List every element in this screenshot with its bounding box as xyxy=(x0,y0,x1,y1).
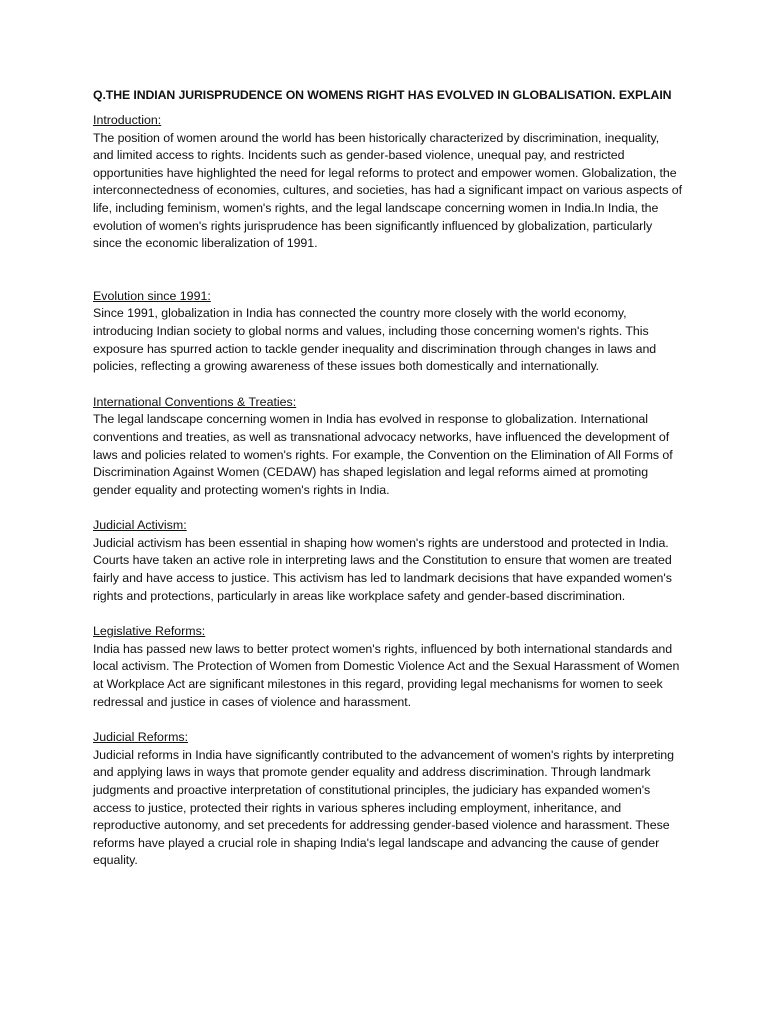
section-heading: Evolution since 1991: xyxy=(93,288,211,303)
section-body: Judicial reforms in India have significantly contributed to the advancement of women's rights by interpreting and applying laws in ways that promote gender equality and address discrimination. Through landmark judgments and proactive interpretation of constitutional principles, the judiciary has expanded women's access to justice, protected their rights in various spheres including employment, inheritance, and reproductive autonomy, and set precedents for addressing gender-based violence and harassment. These reforms have played a crucial role in shaping India's legal landscape and advancing the cause of gender equality. xyxy=(93,747,674,868)
section-heading: Judicial Activism: xyxy=(93,518,187,533)
section-judicial-reforms xyxy=(93,729,683,870)
section-evolution xyxy=(93,288,683,376)
spacer xyxy=(93,499,683,517)
section-body: The legal landscape concerning women in India has evolved in response to globalization. International conventions and treaties, as well as transnational advocacy networks, have influenced the development of laws and policies related to women's rights. For example, the Convention on the Elimination of All Forms of Discrimination Against Women (CEDAW) has shaped legislation and legal reforms aimed at promoting gender equality and protecting women's rights in India. xyxy=(93,412,673,497)
spacer xyxy=(93,376,683,394)
question-title: Q.THE INDIAN JURISPRUDENCE ON WOMENS RIGHT HAS EVOLVED IN GLOBALISATION. EXPLAIN xyxy=(93,88,672,102)
section-body: The position of women around the world has been historically characterized by discrimination, inequality, and limited access to rights. Incidents such as gender-based violence, unequal pay, and restricted opportunities have highlighted the need for legal reforms to protect and empower women. Globalization, the interconnectedness of economies, cultures, and societies, has had a significant impact on various aspects of life, including feminism, women's rights, and the legal landscape concerning women in India.In India, the evolution of women's rights jurisprudence has been significantly influenced by globalization, particularly since the economic liberalization of 1991. xyxy=(93,130,682,251)
spacer xyxy=(93,253,683,288)
section-body: Since 1991, globalization in India has connected the country more closely with the world economy, introducing Indian society to global norms and values, including those concerning women's rights. This exposure has spurred action to tackle gender inequality and discrimination through changes in laws and policies, reflecting a growing awareness of these issues both domestically and internationally. xyxy=(93,306,657,374)
section-judicial-activism xyxy=(93,517,683,605)
section-heading: Introduction: xyxy=(93,113,162,127)
spacer xyxy=(93,711,683,729)
spacer xyxy=(93,605,683,623)
section-legislative-reforms xyxy=(93,623,683,711)
section-heading: Legislative Reforms: xyxy=(93,624,206,639)
section-conventions xyxy=(93,394,683,500)
section-introduction xyxy=(93,112,683,253)
document-page xyxy=(93,86,683,870)
section-heading: Judicial Reforms: xyxy=(93,730,189,745)
section-body: Judicial activism has been essential in shaping how women's rights are understood and protected in India. Courts have taken an active role in interpreting laws and the Constitution to ensure that women are treated fairly and have access to justice. This activism has led to landmark decisions that have expanded women's rights and protections, particularly in areas like workplace safety and gender-based discrimination. xyxy=(93,535,672,603)
section-heading: International Conventions & Treaties: xyxy=(93,394,297,409)
section-body: India has passed new laws to better protect women's rights, influenced by both international standards and local activism. The Protection of Women from Domestic Violence Act and the Sexual Harassment of Women at Workplace Act are significant milestones in this regard, providing legal mechanisms for women to seek redressal and justice in cases of violence and harassment. xyxy=(93,641,680,709)
